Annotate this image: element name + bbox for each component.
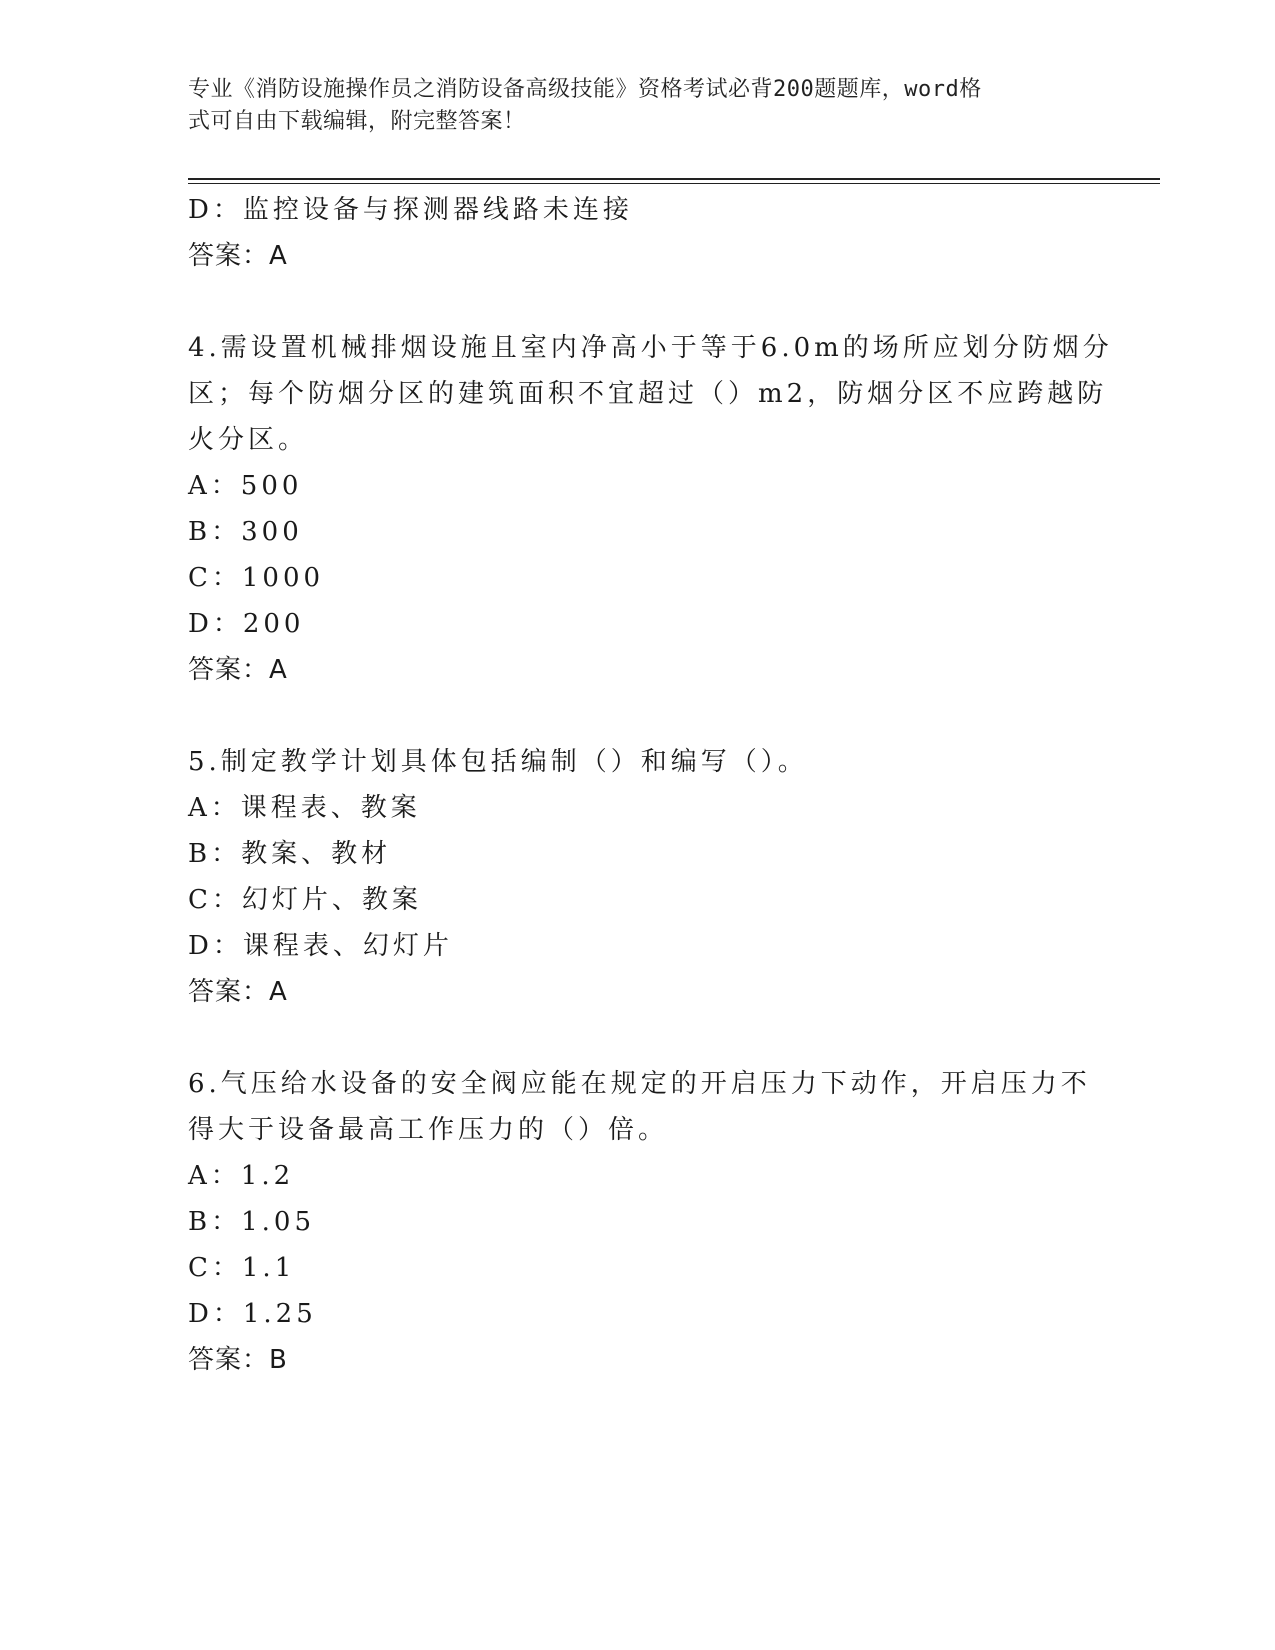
question-stem-line: 得大于设备最高工作压力的（）倍。 bbox=[188, 1115, 669, 1145]
option-a: A：课程表、教案 bbox=[188, 793, 421, 823]
document-header bbox=[188, 74, 1068, 138]
header-line-2: 式可自由下载编辑，附完整答案！ bbox=[188, 109, 526, 134]
header-divider-thin bbox=[188, 183, 1160, 184]
answer-line: 答案：A bbox=[188, 655, 288, 685]
option-b: B：1.05 bbox=[188, 1207, 315, 1237]
option-c: C：1.1 bbox=[188, 1253, 296, 1283]
option-d: D：1.25 bbox=[188, 1299, 317, 1329]
question-5 bbox=[188, 739, 1088, 1015]
option-b: B：300 bbox=[188, 517, 303, 547]
question-stem-line: 6.气压给水设备的安全阀应能在规定的开启压力下动作，开启压力不 bbox=[188, 1069, 1091, 1099]
option-d: D：课程表、幻灯片 bbox=[188, 931, 453, 961]
answer-line: 答案：B bbox=[188, 1345, 288, 1375]
option-a: A：1.2 bbox=[188, 1161, 295, 1191]
question-stem-line: 4.需设置机械排烟设施且室内净高小于等于6.0m的场所应划分防烟分 bbox=[188, 333, 1113, 363]
answer-line: 答案：A bbox=[188, 241, 288, 271]
option-d: D：200 bbox=[188, 609, 305, 639]
option-d: D：监控设备与探测器线路未连接 bbox=[188, 195, 633, 225]
header-divider-thick bbox=[188, 178, 1160, 180]
option-a: A：500 bbox=[188, 471, 303, 501]
question-stem-line: 5.制定教学计划具体包括编制（）和编写（）。 bbox=[188, 747, 808, 777]
question-6 bbox=[188, 1061, 1091, 1383]
question-list bbox=[188, 187, 1113, 1383]
header-line-1: 专业《消防设施操作员之消防设备高级技能》资格考试必背200题题库，word格 bbox=[188, 77, 982, 102]
option-c: C：1000 bbox=[188, 563, 325, 593]
question-stem-line: 区；每个防烟分区的建筑面积不宜超过（）m2，防烟分区不应跨越防 bbox=[188, 379, 1108, 409]
answer-line: 答案：A bbox=[188, 977, 288, 1007]
option-c: C：幻灯片、教案 bbox=[188, 885, 422, 915]
option-b: B：教案、教材 bbox=[188, 839, 392, 869]
question-4 bbox=[188, 325, 1113, 693]
question-stem-line: 火分区。 bbox=[188, 425, 309, 455]
